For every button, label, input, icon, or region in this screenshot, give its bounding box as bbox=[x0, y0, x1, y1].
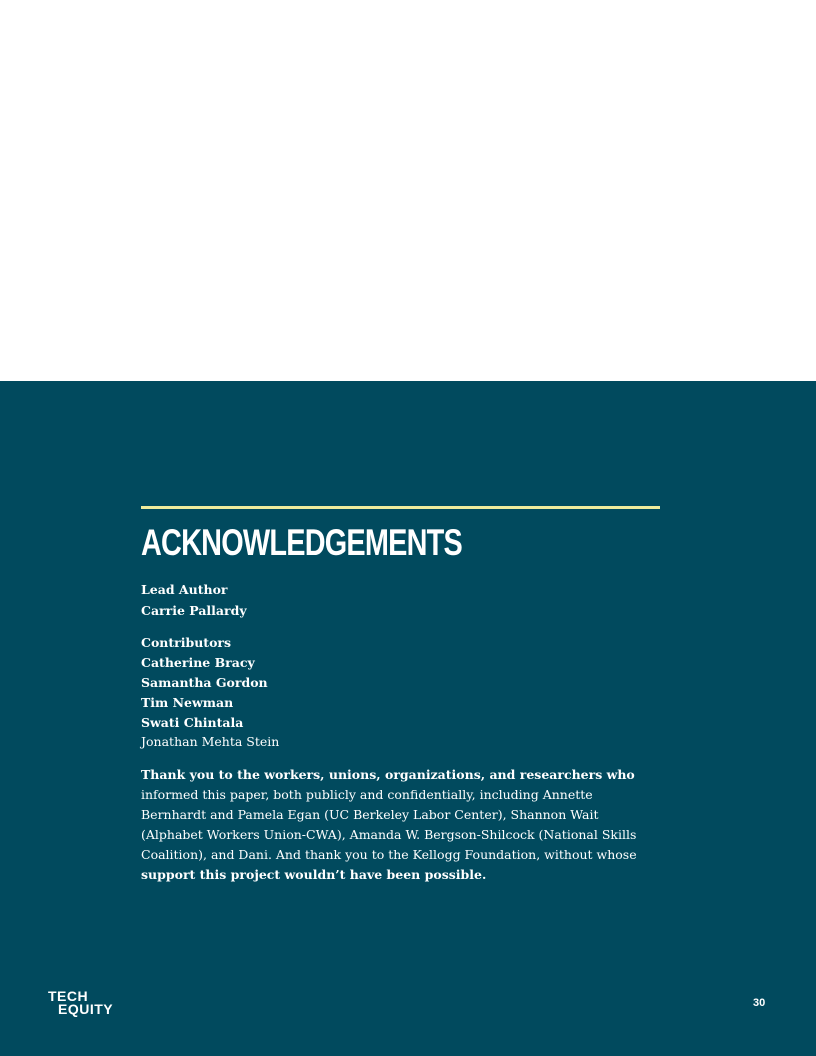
tech-equity-logo bbox=[48, 990, 128, 1020]
contributors-label: Contributors bbox=[141, 635, 232, 650]
thanks-paragraph bbox=[141, 765, 671, 885]
thanks-line: support this project wouldn’t have been possible. bbox=[141, 867, 487, 882]
thanks-line: Thank you to the workers, unions, organizations, and researchers who bbox=[141, 767, 635, 782]
section-divider bbox=[141, 506, 660, 509]
acknowledgements-panel bbox=[0, 381, 816, 1056]
contributor-name: Catherine Bracy bbox=[141, 655, 255, 670]
thanks-line: Coalition), and Dani. And thank you to the Kellogg Foundation, without whose bbox=[141, 847, 637, 862]
contributor-name: Jonathan Mehta Stein bbox=[141, 734, 280, 749]
contributor-name: Swati Chintala bbox=[141, 715, 244, 730]
page-title: ACKNOWLEDGEMENTS bbox=[141, 522, 463, 563]
logo-line-equity: EQUITY bbox=[58, 1001, 114, 1017]
blank-page-area bbox=[0, 0, 816, 381]
thanks-line: (Alphabet Workers Union-CWA), Amanda W. Bergson-Shilcock (National Skills bbox=[141, 827, 637, 842]
page-number: 30 bbox=[753, 997, 766, 1009]
lead-author-name: Carrie Pallardy bbox=[141, 603, 247, 618]
contributor-name: Samantha Gordon bbox=[141, 675, 268, 690]
thanks-line: Bernhardt and Pamela Egan (UC Berkeley Labor Center), Shannon Wait bbox=[141, 807, 599, 822]
lead-author-label: Lead Author bbox=[141, 582, 228, 597]
logo-line-tech: TECH bbox=[48, 988, 89, 1004]
thanks-line: informed this paper, both publicly and confidentially, including Annette bbox=[141, 787, 593, 802]
contributor-name: Tim Newman bbox=[141, 695, 234, 710]
